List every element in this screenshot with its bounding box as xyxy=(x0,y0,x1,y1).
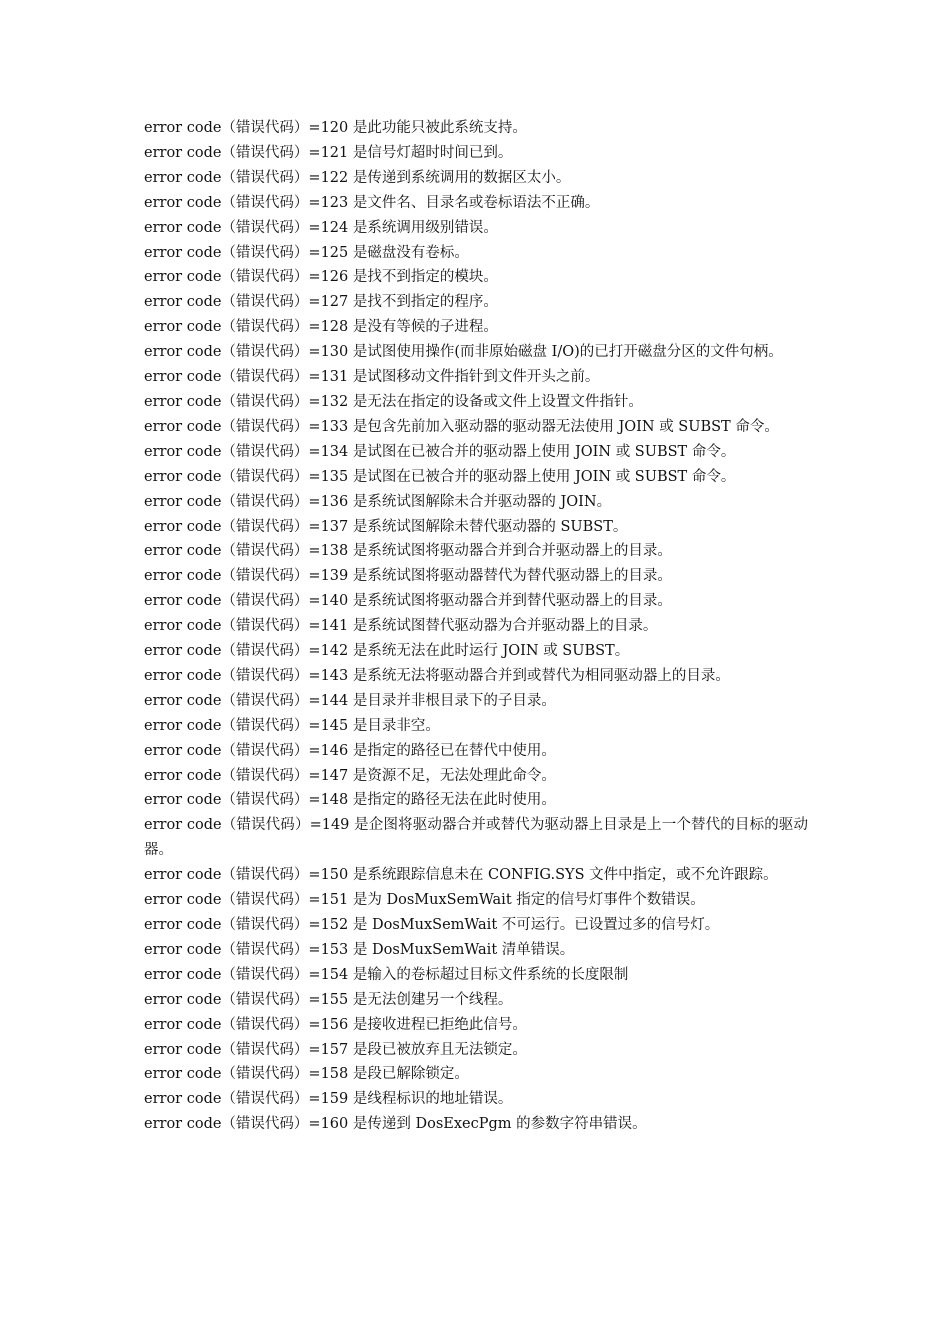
error-code-line: error code（错误代码）=155 是无法创建另一个线程。 xyxy=(144,991,513,1008)
error-code-line: error code（错误代码）=130 是试图使用操作(而非原始磁盘 I/O)的已打开磁盘分区的文件句柄。 xyxy=(144,344,783,361)
error-code-line: error code（错误代码）=139 是系统试图将驱动器替代为替代驱动器上的目录。 xyxy=(144,568,672,585)
error-code-line: error code（错误代码）=154 是输入的卷标超过目标文件系统的长度限制 xyxy=(144,966,629,983)
error-code-line: error code（错误代码）=122 是传递到系统调用的数据区太小。 xyxy=(144,169,571,186)
error-code-line: error code（错误代码）=131 是试图移动文件指针到文件开头之前。 xyxy=(144,369,600,386)
error-code-line: error code（错误代码）=148 是指定的路径无法在此时使用。 xyxy=(144,792,556,809)
error-code-line: error code（错误代码）=133 是包含先前加入驱动器的驱动器无法使用 JOIN 或 SUBST 命令。 xyxy=(144,418,779,435)
error-code-line: error code（错误代码）=140 是系统试图将驱动器合并到替代驱动器上的目录。 xyxy=(144,593,672,610)
error-code-line: error code（错误代码）=149 是企图将驱动器合并或替代为驱动器上目录是上一个替代的目标的驱动器。 xyxy=(144,817,808,859)
error-code-line: error code（错误代码）=120 是此功能只被此系统支持。 xyxy=(144,120,527,136)
error-code-line: error code（错误代码）=137 是系统试图解除未替代驱动器的 SUBST。 xyxy=(144,518,628,535)
error-code-line: error code（错误代码）=156 是接收进程已拒绝此信号。 xyxy=(144,1016,527,1033)
error-code-line: error code（错误代码）=145 是目录非空。 xyxy=(144,717,440,734)
error-code-line: error code（错误代码）=151 是为 DosMuxSemWait 指定的信号灯事件个数错误。 xyxy=(144,892,705,909)
error-code-line: error code（错误代码）=126 是找不到指定的模块。 xyxy=(144,269,498,286)
error-code-line: error code（错误代码）=138 是系统试图将驱动器合并到合并驱动器上的目录。 xyxy=(144,543,672,560)
error-code-line: error code（错误代码）=128 是没有等候的子进程。 xyxy=(144,319,498,336)
error-code-line: error code（错误代码）=127 是找不到指定的程序。 xyxy=(144,294,498,311)
error-code-line: error code（错误代码）=124 是系统调用级别错误。 xyxy=(144,219,498,236)
error-code-line: error code（错误代码）=123 是文件名、目录名或卷标语法不正确。 xyxy=(144,194,600,211)
error-code-line: error code（错误代码）=134 是试图在已被合并的驱动器上使用 JOIN 或 SUBST 命令。 xyxy=(144,443,736,460)
error-code-line: error code（错误代码）=144 是目录并非根目录下的子目录。 xyxy=(144,692,556,709)
error-code-line: error code（错误代码）=160 是传递到 DosExecPgm 的参数字符串错误。 xyxy=(144,1116,647,1133)
error-code-line: error code（错误代码）=125 是磁盘没有卷标。 xyxy=(144,244,469,261)
error-code-line: error code（错误代码）=146 是指定的路径已在替代中使用。 xyxy=(144,742,556,759)
error-code-line: error code（错误代码）=121 是信号灯超时时间已到。 xyxy=(144,144,513,161)
error-code-line: error code（错误代码）=158 是段已解除锁定。 xyxy=(144,1066,469,1083)
error-code-line: error code（错误代码）=143 是系统无法将驱动器合并到或替代为相同驱动器上的目录。 xyxy=(144,667,730,684)
error-code-line: error code（错误代码）=142 是系统无法在此时运行 JOIN 或 SUBST。 xyxy=(144,643,630,660)
error-code-line: error code（错误代码）=135 是试图在已被合并的驱动器上使用 JOIN 或 SUBST 命令。 xyxy=(144,468,736,485)
error-code-line: error code（错误代码）=153 是 DosMuxSemWait 清单错误。 xyxy=(144,941,575,958)
error-code-line: error code（错误代码）=157 是段已被放弃且无法锁定。 xyxy=(144,1041,527,1058)
error-code-line: error code（错误代码）=150 是系统跟踪信息未在 CONFIG.SYS 文件中指定，或不允许跟踪。 xyxy=(144,867,778,884)
error-code-line: error code（错误代码）=147 是资源不足，无法处理此命令。 xyxy=(144,767,556,784)
error-code-line: error code（错误代码）=141 是系统试图替代驱动器为合并驱动器上的目录。 xyxy=(144,618,658,635)
error-code-line: error code（错误代码）=132 是无法在指定的设备或文件上设置文件指针。 xyxy=(144,393,643,410)
error-code-line: error code（错误代码）=136 是系统试图解除未合并驱动器的 JOIN。 xyxy=(144,493,612,510)
error-code-line: error code（错误代码）=159 是线程标识的地址错误。 xyxy=(144,1091,513,1108)
error-code-line: error code（错误代码）=152 是 DosMuxSemWait 不可运行。已设置过多的信号灯。 xyxy=(144,917,720,933)
document-body xyxy=(144,116,808,1137)
